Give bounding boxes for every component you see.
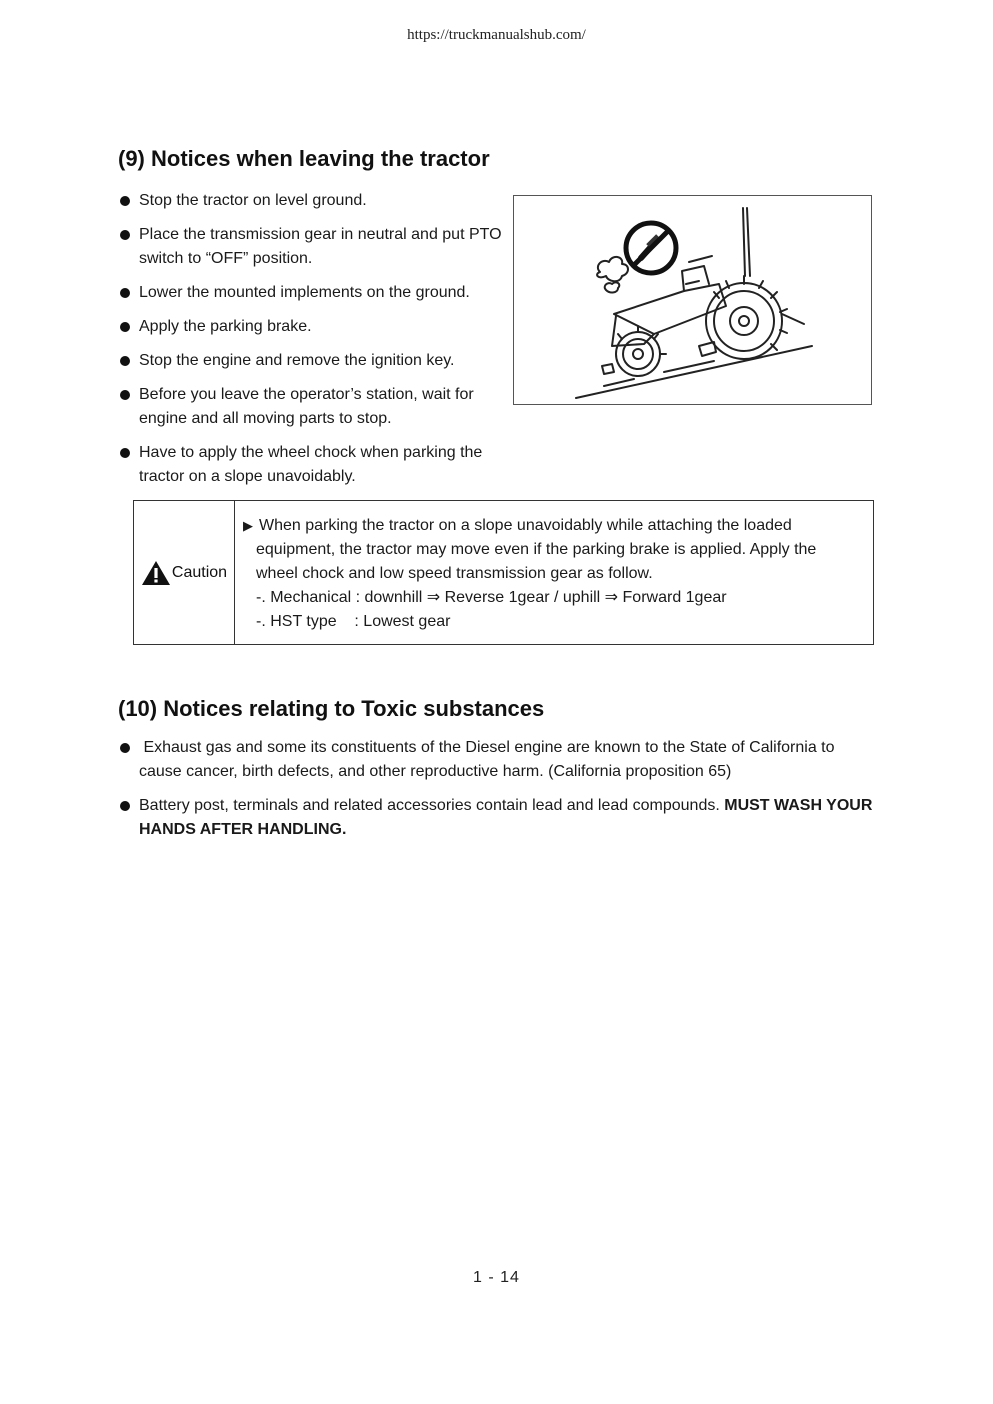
bullet-dot-icon (120, 322, 130, 332)
list-item: Stop the tractor on level ground. (118, 189, 503, 213)
tractor-on-slope-illustration (513, 195, 872, 405)
caution-line: wheel chock and low speed transmission gear as follow. (256, 565, 653, 582)
bullet-dot-icon (120, 196, 130, 206)
bullet-dot-icon (120, 743, 130, 753)
list-item: Have to apply the wheel chock when parking the tractor on a slope unavoidably. (118, 441, 503, 489)
section-10-bullet-list (118, 736, 873, 852)
warning-triangle-icon (141, 560, 171, 586)
list-item: Lower the mounted implements on the ground. (118, 281, 503, 305)
caution-label: Caution (171, 563, 228, 581)
caution-label-cell (134, 501, 235, 644)
tractor-on-slope-no-key-illustration-icon (514, 196, 871, 404)
list-item: Exhaust gas and some its constituents of the Diesel engine are known to the State of California to cause cancer, birth defects, and other reproductive harm. (California proposition 65) (118, 736, 873, 784)
section-9-bullet-list (118, 189, 503, 499)
bullet-dot-icon (120, 448, 130, 458)
wash-hands-warning: MUST WASH YOUR HANDS AFTER HANDLING. (139, 797, 873, 838)
caution-box (133, 500, 874, 645)
bullet-dot-icon (120, 230, 130, 240)
list-item: Battery post, terminals and related accessories contain lead and lead compounds. MUST WASH YOUR HANDS AFTER HANDLING. (118, 794, 873, 842)
caution-text (235, 501, 873, 644)
play-arrow-icon: ▶ (243, 518, 253, 533)
bullet-dot-icon (120, 390, 130, 400)
list-item: Stop the engine and remove the ignition key. (118, 349, 503, 373)
bullet-dot-icon (120, 288, 130, 298)
bullet-dot-icon (120, 356, 130, 366)
bullet-dot-icon (120, 801, 130, 811)
list-item: Before you leave the operator’s station, wait for engine and all moving parts to stop. (118, 383, 503, 431)
page-number: 1 - 14 (473, 1269, 520, 1286)
list-item: Place the transmission gear in neutral and put PTO switch to “OFF” position. (118, 223, 503, 271)
section-9-title: (9) Notices when leaving the tractor (118, 146, 490, 171)
caution-line: -. HST type : Lowest gear (256, 613, 451, 630)
caution-line: -. Mechanical : downhill ⇒ Reverse 1gear / uphill ⇒ Forward 1gear (256, 589, 727, 606)
caution-line: ▶ When parking the tractor on a slope unavoidably while attaching the loaded (243, 514, 863, 538)
caution-line: equipment, the tractor may move even if the parking brake is applied. Apply the (256, 541, 817, 558)
header-url: https://truckmanualshub.com/ (407, 27, 586, 43)
list-item: Apply the parking brake. (118, 315, 503, 339)
section-10-title: (10) Notices relating to Toxic substances (118, 696, 545, 721)
